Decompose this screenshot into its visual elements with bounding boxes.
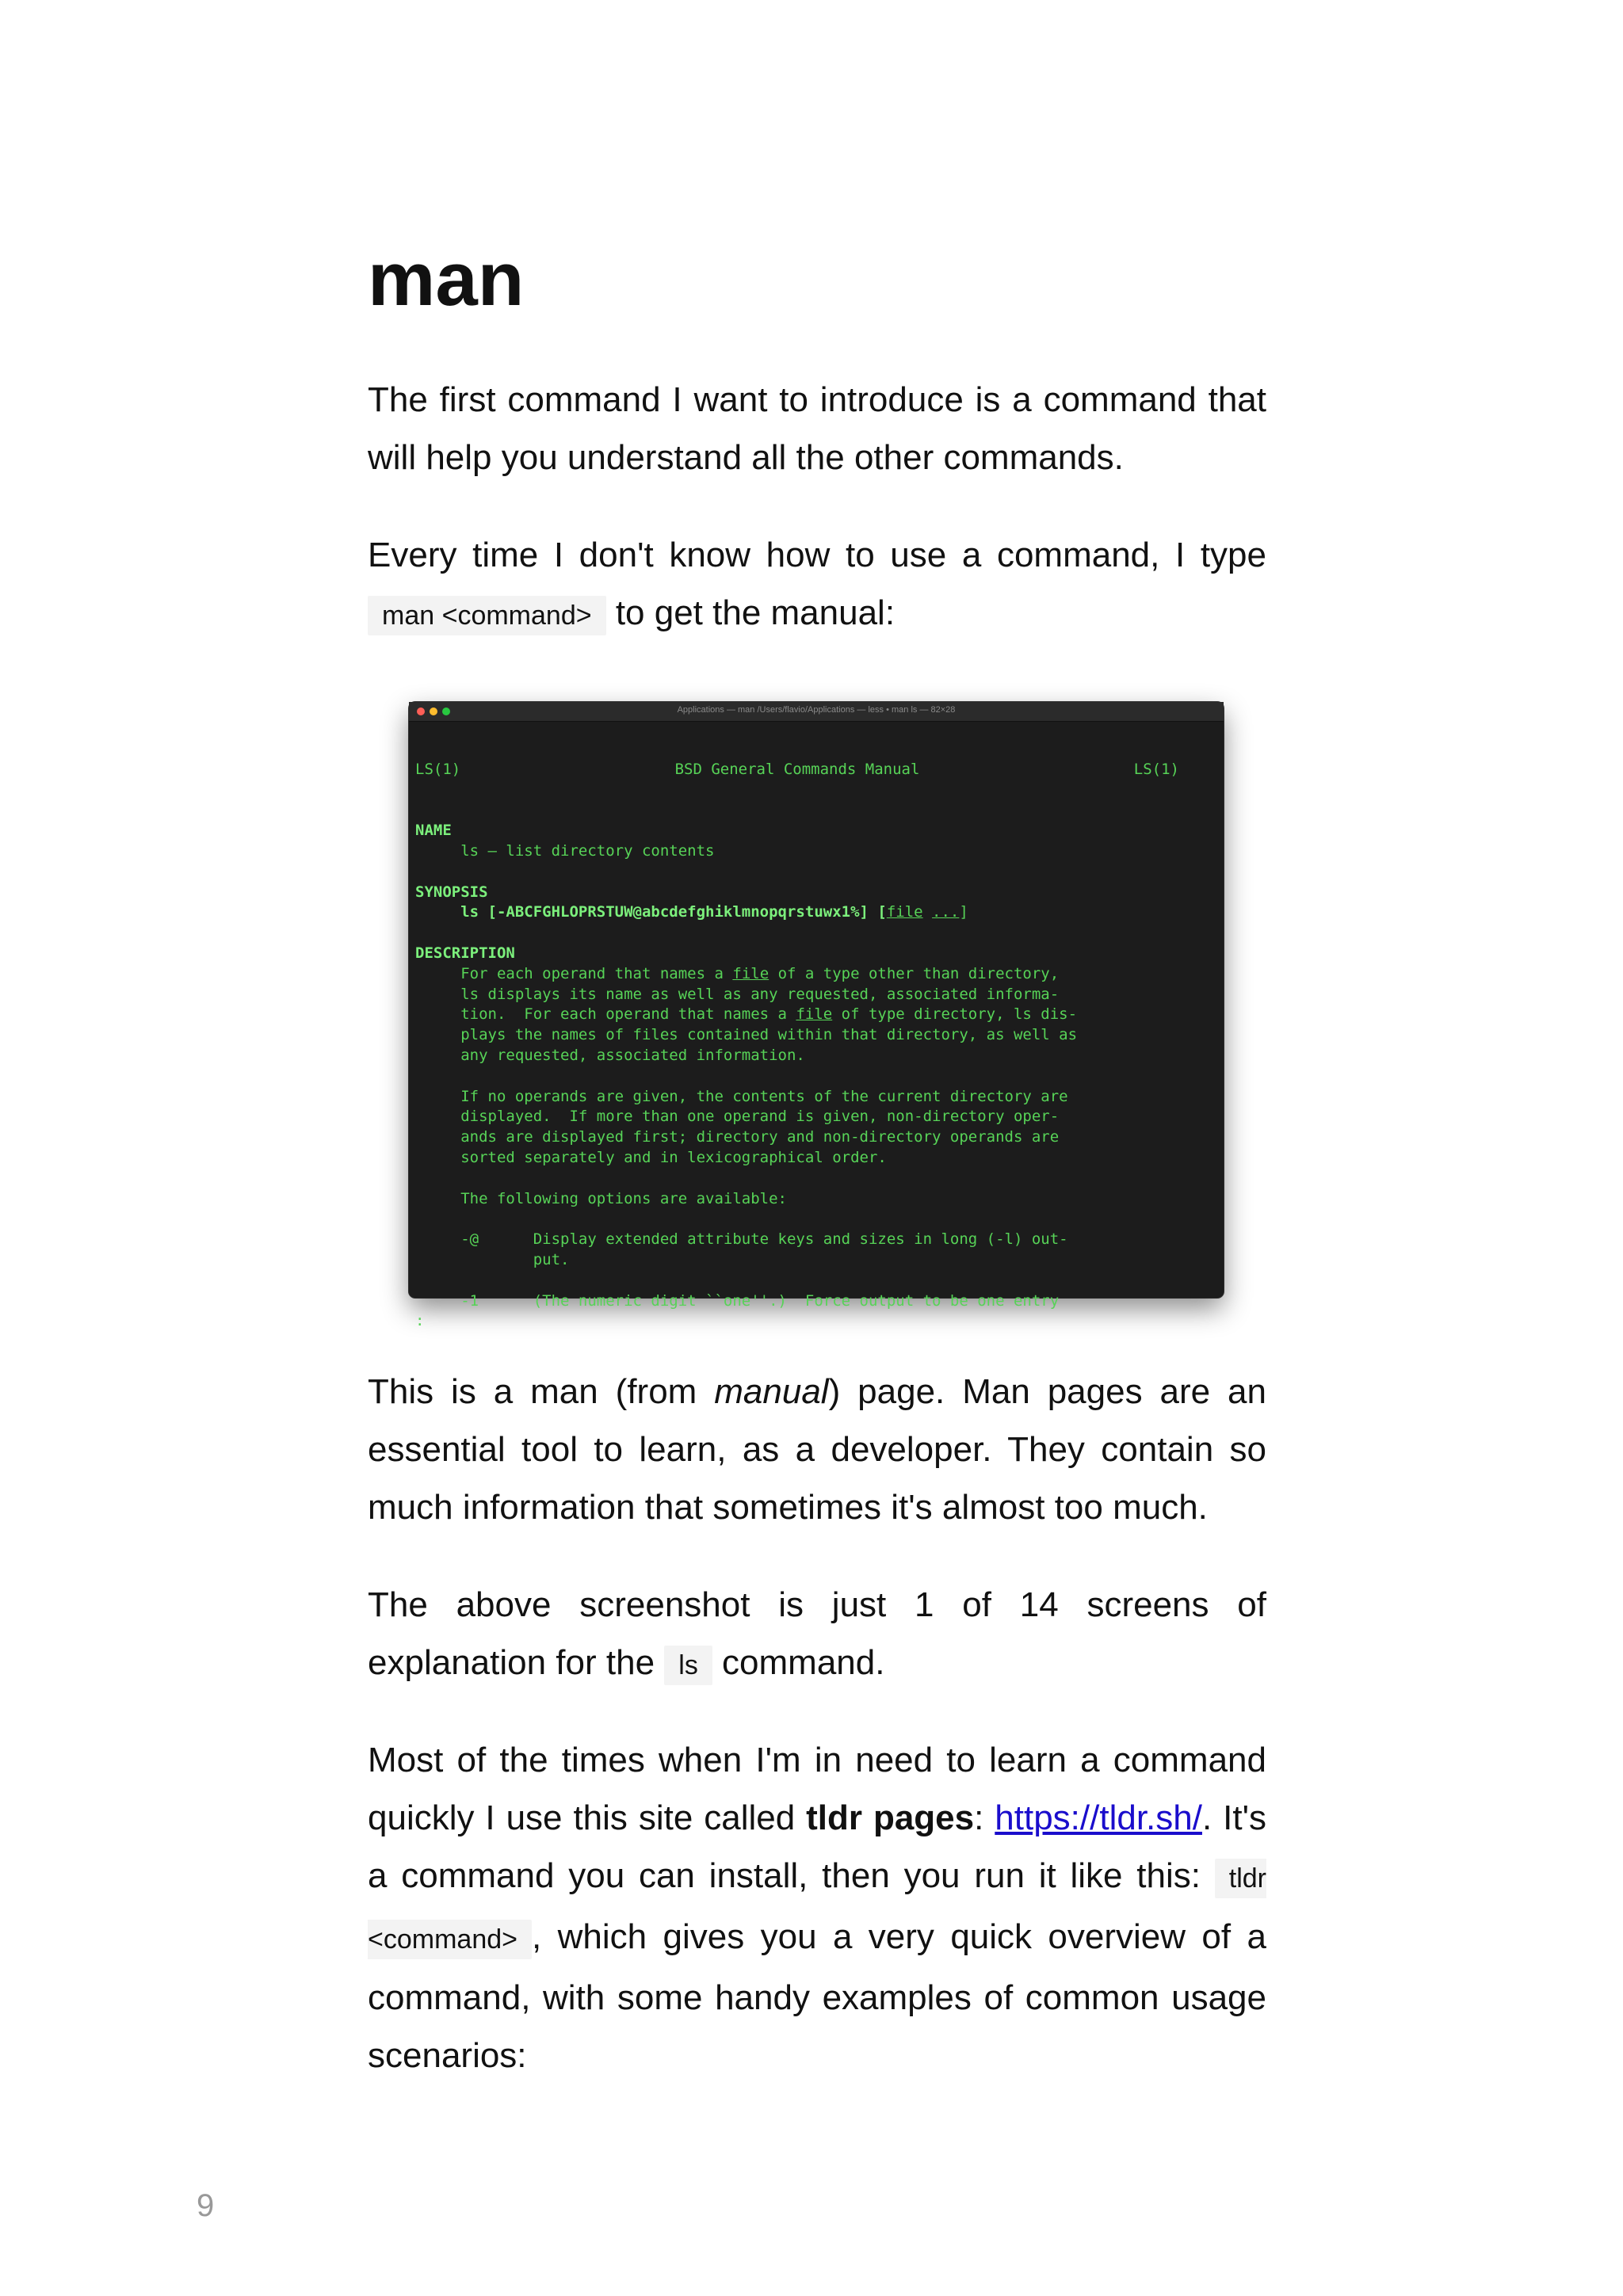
- text: The above screenshot is just 1 of 14 screens of explanation for the: [368, 1585, 1266, 1682]
- page-number: 9: [197, 2188, 215, 2223]
- desc-text: of a type other than directory,: [769, 964, 1060, 982]
- desc-line: The following options are available:: [415, 1189, 787, 1207]
- desc-line: plays the names of files contained within that directory, as well as: [415, 1026, 1078, 1044]
- less-prompt[interactable]: :: [415, 1312, 425, 1330]
- description-heading: DESCRIPTION: [415, 944, 515, 962]
- desc-line: any requested, associated information.: [415, 1046, 805, 1064]
- desc-file: file: [732, 964, 769, 982]
- desc-text: of type directory, ls dis-: [832, 1005, 1078, 1024]
- terminal-window: [409, 702, 1224, 1330]
- synopsis-end: ]: [959, 903, 968, 921]
- desc-line: sorted separately and in lexicographical order.: [415, 1148, 887, 1166]
- page-content-lower: [368, 1363, 1266, 2084]
- emphasis-manual: manual: [714, 1372, 829, 1411]
- man-header-center: BSD General Commands Manual: [674, 760, 920, 778]
- synopsis-sep: [923, 903, 932, 921]
- terminal-title: Applications — man /Users/flavio/Applications — less • man ls — 82×28: [677, 705, 956, 715]
- desc-line: If no operands are given, the contents of the current directory are: [415, 1087, 1068, 1105]
- desc-text: tion. For each operand that names a: [415, 1005, 796, 1024]
- man-header: [415, 760, 1217, 780]
- name-line: ls — list directory contents: [415, 841, 715, 860]
- man-page-paragraph: [368, 1363, 1266, 1536]
- text: to get the manual:: [605, 593, 896, 632]
- desc-line: ls displays its name as well as any requested, associated informa-: [415, 985, 1060, 1003]
- synopsis-line: [415, 902, 1217, 923]
- desc-file: file: [796, 1005, 833, 1024]
- text: This is a man (from: [368, 1372, 715, 1411]
- manual-usage-paragraph: [368, 526, 1266, 645]
- text: :: [974, 1798, 995, 1837]
- desc-line: [415, 1005, 1217, 1025]
- desc-line: displayed. If more than one operand is given, non-directory oper-: [415, 1108, 1060, 1126]
- inline-code-tldr: tldr <command>: [368, 1859, 1266, 1959]
- text: . It's a command you can install, then you run it like this:: [368, 1798, 1266, 1895]
- terminal-screen: [409, 722, 1224, 1373]
- terminal-titlebar: [409, 702, 1224, 722]
- option-line: -1 (The numeric digit ``one''.) Force output to be one entry: [415, 1291, 1060, 1310]
- section-heading: man: [368, 237, 525, 322]
- text: command.: [712, 1643, 885, 1682]
- synopsis-file: file: [886, 903, 923, 921]
- terminal-screenshot: [409, 702, 1224, 1330]
- text: Most of the times when I'm in need to learn a command quickly I use this site called: [368, 1741, 1266, 1837]
- option-line: put.: [415, 1250, 570, 1268]
- desc-line: ands are displayed first; directory and non-directory operands are: [415, 1128, 1060, 1146]
- bold-tldr-pages: tldr pages: [806, 1798, 975, 1837]
- man-header-right: LS(1): [1133, 760, 1179, 778]
- text: , which gives you a very quick overview of a command, with some handy examples of common usage scenarios:: [368, 1917, 1266, 2075]
- option-line: -@ Display extended attribute keys and sizes in long (-l) out-: [415, 1230, 1068, 1249]
- synopsis-dots: ...: [932, 903, 960, 921]
- tldr-link[interactable]: https://tldr.sh/: [995, 1798, 1202, 1837]
- text: Every time I don't know how to use a command, I type: [368, 535, 1266, 574]
- name-heading: NAME: [415, 822, 452, 840]
- screenshot-note-paragraph: [368, 1576, 1266, 1695]
- inline-code-ls: ls: [664, 1646, 712, 1685]
- synopsis-command: ls [-ABCFGHLOPRSTUW@abcdefghiklmnopqrstuwx1%] [: [415, 903, 887, 921]
- man-header-left: LS(1): [415, 760, 461, 778]
- synopsis-heading: SYNOPSIS: [415, 883, 488, 901]
- tldr-paragraph: [368, 1731, 1266, 2084]
- page-content: [368, 238, 1266, 645]
- inline-code-man: man <command>: [368, 596, 606, 635]
- desc-line: [415, 964, 1217, 985]
- intro-paragraph: The first command I want to introduce is a command that will help you understand all the other commands.: [368, 379, 1266, 477]
- desc-text: For each operand that names a: [415, 964, 733, 982]
- text: ) page. Man pages are an essential tool to learn, as a developer. They contain so much information that sometimes it's almost too much.: [368, 1372, 1266, 1527]
